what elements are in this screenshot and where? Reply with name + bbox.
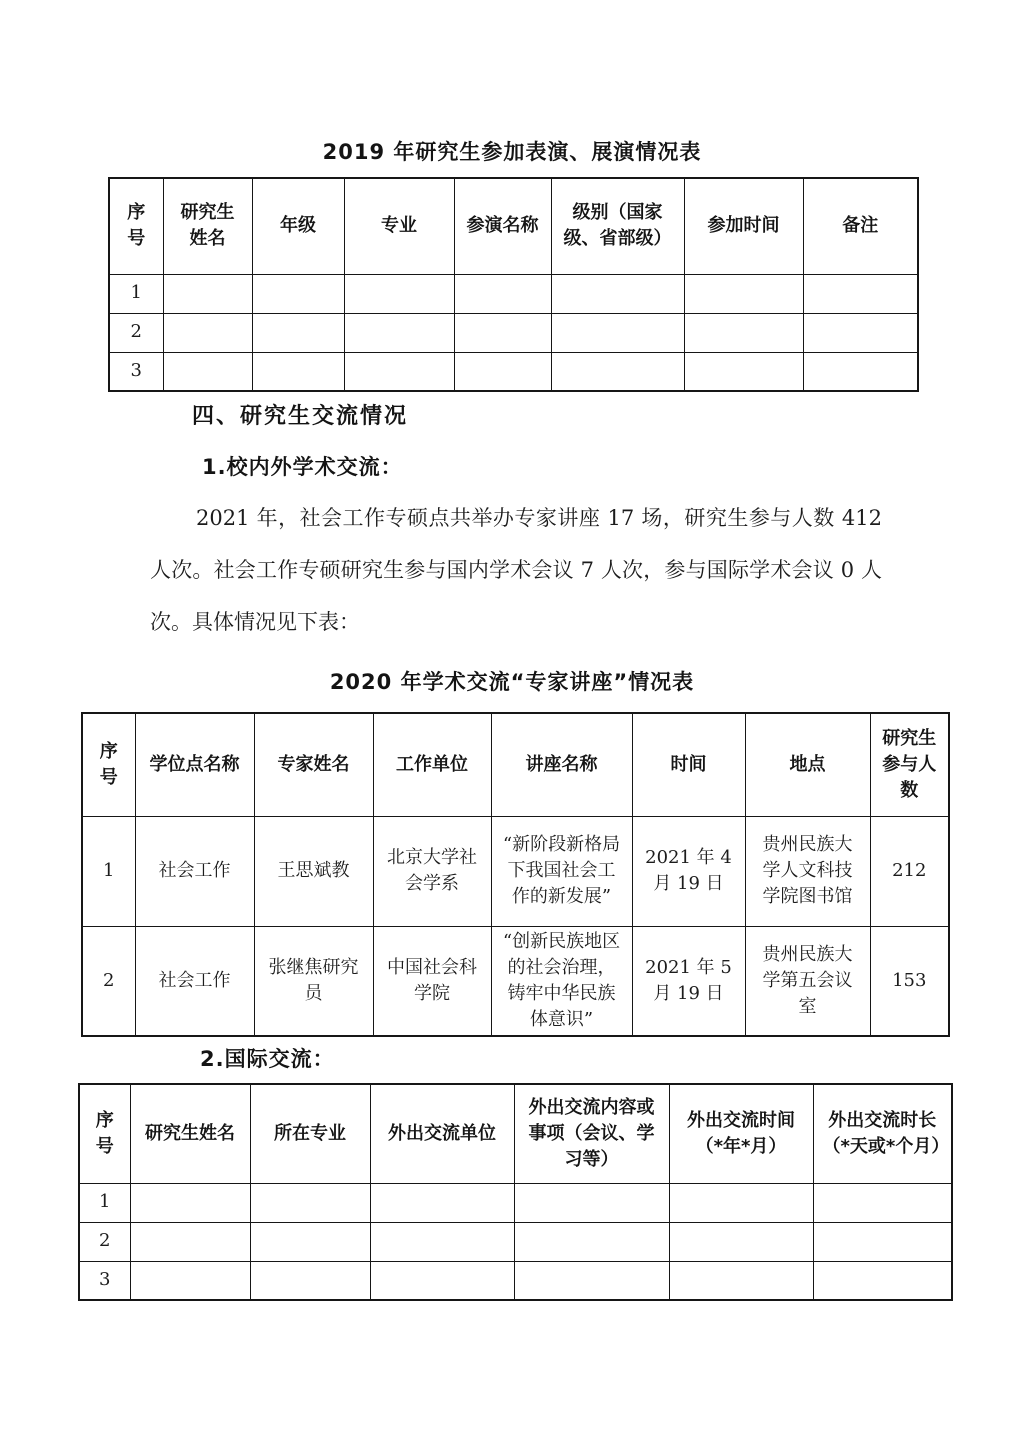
subsection-heading-international-exchange: 2.国际交流： bbox=[200, 1047, 335, 1071]
column-header: 参演名称 bbox=[454, 178, 551, 274]
column-header: 外出交流时长（*天或*个月） bbox=[813, 1084, 952, 1183]
table-cell bbox=[252, 352, 344, 391]
row-number-cell: 1 bbox=[79, 1183, 130, 1222]
table-cell bbox=[684, 352, 803, 391]
table-header-row bbox=[109, 178, 918, 274]
table-cell bbox=[130, 1261, 250, 1300]
location-cell: 贵州民族大学人文科技学院图书馆 bbox=[745, 816, 870, 926]
column-header: 序号 bbox=[109, 178, 163, 274]
row-number-cell: 3 bbox=[109, 352, 163, 391]
expert-name-cell: 王思斌教 bbox=[254, 816, 373, 926]
column-header: 讲座名称 bbox=[491, 713, 632, 816]
table-cell bbox=[370, 1183, 514, 1222]
table-cell bbox=[344, 274, 454, 313]
table-cell bbox=[669, 1222, 813, 1261]
column-header: 研究生姓名 bbox=[130, 1084, 250, 1183]
column-header: 外出交流内容或事项（会议、学习等） bbox=[514, 1084, 669, 1183]
table-cell bbox=[163, 274, 252, 313]
location-cell: 贵州民族大学第五会议室 bbox=[745, 926, 870, 1036]
section-heading-exchange: 四、研究生交流情况 bbox=[192, 404, 409, 429]
table-cell bbox=[370, 1222, 514, 1261]
table-row bbox=[82, 816, 949, 926]
lecture-table bbox=[81, 712, 950, 1037]
column-header: 所在专业 bbox=[250, 1084, 370, 1183]
table-header-row bbox=[79, 1084, 952, 1183]
table-cell bbox=[130, 1183, 250, 1222]
column-header: 级别（国家级、省部级） bbox=[551, 178, 684, 274]
degree-point-cell: 社会工作 bbox=[135, 816, 254, 926]
table-cell bbox=[669, 1183, 813, 1222]
lecture-table-title: 2020 年学术交流“专家讲座”情况表 bbox=[329, 670, 695, 694]
column-header: 时间 bbox=[632, 713, 745, 816]
table-cell bbox=[813, 1261, 952, 1300]
performance-table bbox=[108, 177, 919, 392]
lecture-date-cell: 2021 年 4 月 19 日 bbox=[632, 816, 745, 926]
row-number-cell: 1 bbox=[109, 274, 163, 313]
table-cell bbox=[514, 1222, 669, 1261]
column-header: 参加时间 bbox=[684, 178, 803, 274]
table-cell bbox=[370, 1261, 514, 1300]
column-header: 外出交流时间（*年*月） bbox=[669, 1084, 813, 1183]
work-unit-cell: 中国社会科学院 bbox=[373, 926, 491, 1036]
column-header: 年级 bbox=[252, 178, 344, 274]
table-cell bbox=[454, 313, 551, 352]
table-cell bbox=[669, 1261, 813, 1300]
column-header: 地点 bbox=[745, 713, 870, 816]
row-number-cell: 1 bbox=[82, 816, 135, 926]
column-header: 专业 bbox=[344, 178, 454, 274]
column-header: 工作单位 bbox=[373, 713, 491, 816]
column-header: 外出交流单位 bbox=[370, 1084, 514, 1183]
lecture-title-cell: “新阶段新格局下我国社会工作的新发展” bbox=[491, 816, 632, 926]
table-row bbox=[109, 274, 918, 313]
participants-cell: 153 bbox=[870, 926, 949, 1036]
row-number-cell: 2 bbox=[82, 926, 135, 1036]
column-header: 备注 bbox=[803, 178, 918, 274]
table-cell bbox=[454, 352, 551, 391]
expert-name-cell: 张继焦研究员 bbox=[254, 926, 373, 1036]
table-row bbox=[79, 1261, 952, 1300]
table-cell bbox=[551, 274, 684, 313]
international-exchange-table bbox=[78, 1083, 953, 1301]
table-cell bbox=[130, 1222, 250, 1261]
column-header: 专家姓名 bbox=[254, 713, 373, 816]
lecture-title-cell: “创新民族地区的社会治理，铸牢中华民族体意识” bbox=[491, 926, 632, 1036]
subsection-heading-academic-exchange: 1.校内外学术交流： bbox=[202, 455, 403, 479]
table-cell bbox=[551, 313, 684, 352]
table-cell bbox=[803, 313, 918, 352]
column-header: 序号 bbox=[82, 713, 135, 816]
exchange-summary-paragraph: 2021 年，社会工作专硕点共举办专家讲座 17 场，研究生参与人数 412 人次。社会工作专硕研究生参与国内学术会议 7 人次，参与国际学术会议 0 人次。具体情况见下表： bbox=[150, 506, 882, 634]
table-cell bbox=[514, 1183, 669, 1222]
table-row bbox=[109, 313, 918, 352]
table-cell bbox=[250, 1222, 370, 1261]
table-cell bbox=[344, 313, 454, 352]
work-unit-cell: 北京大学社会学系 bbox=[373, 816, 491, 926]
lecture-date-cell: 2021 年 5 月 19 日 bbox=[632, 926, 745, 1036]
column-header: 研究生姓名 bbox=[163, 178, 252, 274]
column-header: 学位点名称 bbox=[135, 713, 254, 816]
row-number-cell: 2 bbox=[79, 1222, 130, 1261]
column-header: 序号 bbox=[79, 1084, 130, 1183]
table-cell bbox=[252, 274, 344, 313]
table-cell bbox=[813, 1183, 952, 1222]
table-cell bbox=[163, 352, 252, 391]
table-row bbox=[79, 1183, 952, 1222]
table-cell bbox=[163, 313, 252, 352]
performance-table-title: 2019 年研究生参加表演、展演情况表 bbox=[322, 140, 702, 164]
table-cell bbox=[684, 313, 803, 352]
table-cell bbox=[344, 352, 454, 391]
table-cell bbox=[250, 1261, 370, 1300]
degree-point-cell: 社会工作 bbox=[135, 926, 254, 1036]
table-cell bbox=[803, 352, 918, 391]
column-header: 研究生参与人数 bbox=[870, 713, 949, 816]
table-row bbox=[109, 352, 918, 391]
table-cell bbox=[250, 1183, 370, 1222]
table-cell bbox=[514, 1261, 669, 1300]
table-row bbox=[82, 926, 949, 1036]
table-cell bbox=[813, 1222, 952, 1261]
table-header-row bbox=[82, 713, 949, 816]
table-cell bbox=[551, 352, 684, 391]
table-cell bbox=[454, 274, 551, 313]
row-number-cell: 2 bbox=[109, 313, 163, 352]
table-cell bbox=[252, 313, 344, 352]
table-row bbox=[79, 1222, 952, 1261]
table-cell bbox=[684, 274, 803, 313]
table-cell bbox=[803, 274, 918, 313]
participants-cell: 212 bbox=[870, 816, 949, 926]
row-number-cell: 3 bbox=[79, 1261, 130, 1300]
